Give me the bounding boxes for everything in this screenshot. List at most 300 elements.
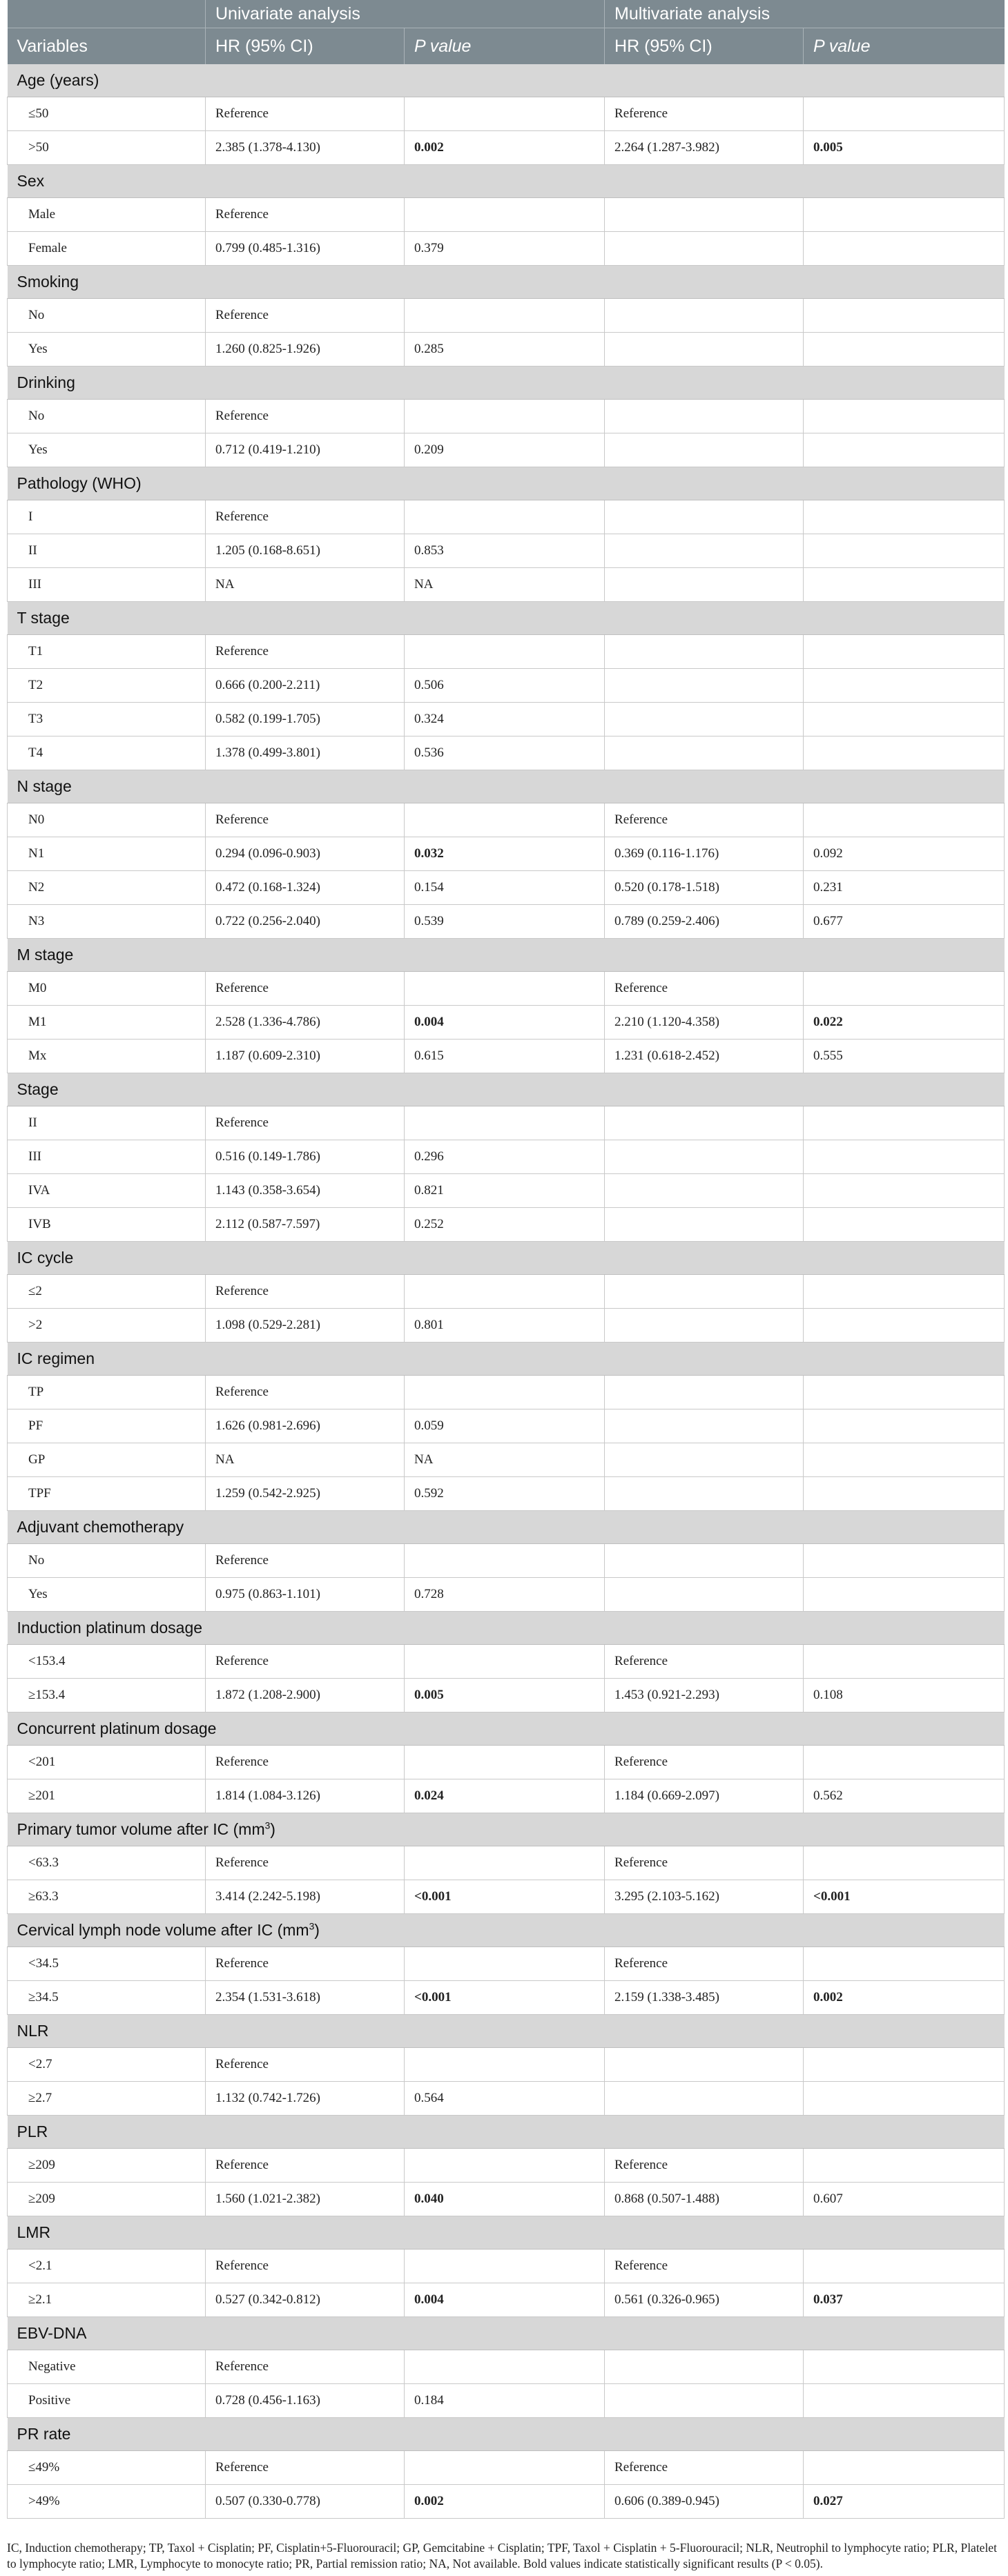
cell-multivariate-hr (605, 2350, 804, 2384)
cell-multivariate-hr (605, 1409, 804, 1443)
section-title-text: Cervical lymph node volume after IC (mm (17, 1921, 309, 1939)
cell-univariate-hr: 1.143 (0.358-3.654) (206, 1174, 405, 1208)
cell-univariate-p (405, 1275, 605, 1309)
cell-variable: Yes (8, 333, 206, 367)
cell-variable: Female (8, 232, 206, 266)
cell-variable: ≥201 (8, 1779, 206, 1813)
cell-univariate-hr: Reference (206, 635, 405, 669)
cell-multivariate-p (804, 736, 1005, 770)
cell-multivariate-p: 0.027 (804, 2485, 1005, 2519)
section-row (8, 2216, 1005, 2250)
section-title-superscript: 3 (309, 1921, 315, 1932)
cell-variable: Yes (8, 1578, 206, 1612)
table-row (8, 1443, 1005, 1477)
cell-multivariate-p: 0.677 (804, 905, 1005, 939)
section-row (8, 367, 1005, 400)
cell-univariate-hr: 1.187 (0.609-2.310) (206, 1040, 405, 1073)
cell-univariate-p (405, 1376, 605, 1409)
section-row (8, 1073, 1005, 1106)
section-title-text: LMR (17, 2223, 51, 2241)
cell-univariate-hr: Reference (206, 2350, 405, 2384)
cell-univariate-p (405, 500, 605, 534)
cell-univariate-p: NA (405, 1443, 605, 1477)
cell-variable: N2 (8, 871, 206, 905)
cell-variable: ≥209 (8, 2183, 206, 2216)
cell-multivariate-hr (605, 669, 804, 703)
cell-variable: ≥209 (8, 2149, 206, 2183)
section-title-text: Pathology (WHO) (17, 474, 142, 492)
cell-multivariate-hr (605, 1140, 804, 1174)
cell-univariate-p: 0.564 (405, 2082, 605, 2116)
cell-variable: ≤2 (8, 1275, 206, 1309)
cell-variable: Positive (8, 2384, 206, 2418)
table-row (8, 2149, 1005, 2183)
section-title-text: Smoking (17, 273, 79, 291)
section-title-text: Sex (17, 172, 45, 190)
section-row (8, 1713, 1005, 1746)
cell-univariate-hr: 0.722 (0.256-2.040) (206, 905, 405, 939)
cell-univariate-hr: NA (206, 1443, 405, 1477)
cell-multivariate-p (804, 534, 1005, 568)
table-row (8, 2384, 1005, 2418)
cell-variable: ≥63.3 (8, 1880, 206, 1914)
cell-univariate-p (405, 299, 605, 333)
cell-multivariate-hr: Reference (605, 2250, 804, 2283)
cell-univariate-hr: Reference (206, 1947, 405, 1981)
cell-univariate-p: 0.853 (405, 534, 605, 568)
cell-univariate-p (405, 2048, 605, 2082)
table-row (8, 534, 1005, 568)
cell-univariate-p: 0.184 (405, 2384, 605, 2418)
section-title (8, 602, 1005, 635)
cell-univariate-p (405, 1544, 605, 1578)
cell-univariate-hr: 1.872 (1.208-2.900) (206, 1679, 405, 1713)
table-row (8, 1477, 1005, 1511)
table-row (8, 2048, 1005, 2082)
section-row (8, 2317, 1005, 2350)
section-title-text: N stage (17, 777, 72, 795)
table-row (8, 1106, 1005, 1140)
cell-univariate-p: 0.005 (405, 1679, 605, 1713)
section-title-text: IC cycle (17, 1249, 74, 1267)
cell-univariate-hr: 0.527 (0.342-0.812) (206, 2283, 405, 2317)
cell-multivariate-p: 0.022 (804, 1006, 1005, 1040)
cell-multivariate-hr (605, 1477, 804, 1511)
section-title (8, 1511, 1005, 1544)
cell-multivariate-p (804, 1477, 1005, 1511)
cell-multivariate-hr (605, 1208, 804, 1242)
cell-variable: N0 (8, 803, 206, 837)
cell-multivariate-p (804, 1947, 1005, 1981)
cell-univariate-hr: 1.378 (0.499-3.801) (206, 736, 405, 770)
section-row (8, 64, 1005, 97)
section-title (8, 770, 1005, 803)
cell-univariate-p: 0.252 (405, 1208, 605, 1242)
cell-multivariate-p (804, 2451, 1005, 2485)
cell-univariate-p: 0.002 (405, 131, 605, 165)
cell-univariate-hr: 0.472 (0.168-1.324) (206, 871, 405, 905)
table-row (8, 635, 1005, 669)
cell-univariate-p (405, 198, 605, 232)
cell-multivariate-p (804, 2082, 1005, 2116)
table-row (8, 1880, 1005, 1914)
cell-multivariate-p (804, 299, 1005, 333)
cell-univariate-hr: Reference (206, 500, 405, 534)
section-title (8, 939, 1005, 972)
cell-univariate-hr: Reference (206, 97, 405, 131)
table-row (8, 1309, 1005, 1343)
cell-univariate-hr: Reference (206, 1645, 405, 1679)
section-title (8, 266, 1005, 299)
section-title (8, 2317, 1005, 2350)
cell-multivariate-p (804, 1746, 1005, 1779)
cell-multivariate-p (804, 2250, 1005, 2283)
table-row (8, 1140, 1005, 1174)
table-row (8, 1208, 1005, 1242)
cell-univariate-hr: 1.205 (0.168-8.651) (206, 534, 405, 568)
cell-multivariate-p: 0.555 (804, 1040, 1005, 1073)
table-row (8, 1779, 1005, 1813)
section-title-text: Adjuvant chemotherapy (17, 1518, 184, 1536)
cell-univariate-p: 0.154 (405, 871, 605, 905)
section-title (8, 165, 1005, 198)
table-row (8, 1947, 1005, 1981)
cell-univariate-p (405, 400, 605, 433)
cell-multivariate-hr: 3.295 (2.103-5.162) (605, 1880, 804, 1914)
cell-variable: IVB (8, 1208, 206, 1242)
section-title-text: Stage (17, 1080, 59, 1098)
section-title (8, 467, 1005, 500)
section-title (8, 2116, 1005, 2149)
cell-variable: <2.7 (8, 2048, 206, 2082)
cell-multivariate-p (804, 2384, 1005, 2418)
cell-univariate-p: <0.001 (405, 1880, 605, 1914)
table-row (8, 500, 1005, 534)
cell-multivariate-hr (605, 433, 804, 467)
cell-univariate-p: 0.379 (405, 232, 605, 266)
table-row (8, 568, 1005, 602)
section-row (8, 1813, 1005, 1846)
section-title-close: ) (270, 1820, 275, 1838)
cell-univariate-hr: 0.799 (0.485-1.316) (206, 232, 405, 266)
cell-multivariate-hr (605, 703, 804, 736)
cell-univariate-p (405, 1746, 605, 1779)
header-variables: Variables (8, 28, 206, 65)
cell-multivariate-hr: 0.561 (0.326-0.965) (605, 2283, 804, 2317)
table-row (8, 736, 1005, 770)
cell-variable: >50 (8, 131, 206, 165)
table-row (8, 1846, 1005, 1880)
cell-univariate-p: 0.024 (405, 1779, 605, 1813)
cell-multivariate-p (804, 1208, 1005, 1242)
cell-variable: ≤50 (8, 97, 206, 131)
cell-multivariate-hr (605, 1376, 804, 1409)
header-univariate-p (405, 28, 605, 65)
cell-multivariate-hr (605, 1275, 804, 1309)
cell-multivariate-hr (605, 299, 804, 333)
section-title-text: Primary tumor volume after IC (mm (17, 1820, 265, 1838)
table-row (8, 1645, 1005, 1679)
cell-multivariate-p (804, 1409, 1005, 1443)
cell-multivariate-p (804, 1578, 1005, 1612)
cell-multivariate-hr: 2.210 (1.120-4.358) (605, 1006, 804, 1040)
cell-multivariate-p (804, 1275, 1005, 1309)
cell-univariate-hr: 0.507 (0.330-0.778) (206, 2485, 405, 2519)
cell-multivariate-p (804, 1645, 1005, 1679)
table-row (8, 2183, 1005, 2216)
cell-univariate-p (405, 1846, 605, 1880)
cell-multivariate-hr (605, 232, 804, 266)
cell-variable: II (8, 534, 206, 568)
table-row (8, 1376, 1005, 1409)
cell-multivariate-hr: 2.264 (1.287-3.982) (605, 131, 804, 165)
table-row (8, 1409, 1005, 1443)
cell-multivariate-hr: 1.231 (0.618-2.452) (605, 1040, 804, 1073)
cell-multivariate-p (804, 2350, 1005, 2384)
cell-multivariate-hr (605, 500, 804, 534)
cell-multivariate-hr (605, 1544, 804, 1578)
section-title-text: NLR (17, 2022, 49, 2040)
cell-variable: I (8, 500, 206, 534)
cell-multivariate-hr: Reference (605, 1746, 804, 1779)
cell-multivariate-hr: Reference (605, 2451, 804, 2485)
cell-variable: II (8, 1106, 206, 1140)
cell-univariate-hr: Reference (206, 1544, 405, 1578)
section-title-text: Concurrent platinum dosage (17, 1719, 217, 1737)
header-blank (8, 0, 206, 28)
cell-variable: M1 (8, 1006, 206, 1040)
cell-multivariate-hr (605, 534, 804, 568)
cell-multivariate-p (804, 1106, 1005, 1140)
cell-variable: III (8, 568, 206, 602)
cell-univariate-hr: Reference (206, 1746, 405, 1779)
section-row (8, 939, 1005, 972)
table-header (8, 0, 1005, 64)
cell-univariate-p: 0.615 (405, 1040, 605, 1073)
cell-univariate-hr: Reference (206, 2048, 405, 2082)
cell-multivariate-hr (605, 198, 804, 232)
cell-univariate-p (405, 1106, 605, 1140)
cell-multivariate-p (804, 803, 1005, 837)
section-title (8, 367, 1005, 400)
cell-univariate-hr: 0.666 (0.200-2.211) (206, 669, 405, 703)
cell-univariate-p: 0.801 (405, 1309, 605, 1343)
cell-multivariate-hr (605, 2082, 804, 2116)
cell-univariate-p: 0.821 (405, 1174, 605, 1208)
section-row (8, 1343, 1005, 1376)
section-title (8, 1713, 1005, 1746)
table-row (8, 1981, 1005, 2015)
table-row (8, 803, 1005, 837)
cell-multivariate-hr (605, 635, 804, 669)
table-row (8, 1040, 1005, 1073)
cell-univariate-hr: Reference (206, 2149, 405, 2183)
cell-univariate-hr: 0.294 (0.096-0.903) (206, 837, 405, 871)
cell-multivariate-p (804, 97, 1005, 131)
cell-univariate-p: 0.209 (405, 433, 605, 467)
cell-univariate-p: <0.001 (405, 1981, 605, 2015)
cell-variable: PF (8, 1409, 206, 1443)
cell-multivariate-p: 0.037 (804, 2283, 1005, 2317)
table-row (8, 1679, 1005, 1713)
table-row (8, 2250, 1005, 2283)
cell-univariate-hr: 1.626 (0.981-2.696) (206, 1409, 405, 1443)
cell-multivariate-p (804, 1140, 1005, 1174)
table-row (8, 1006, 1005, 1040)
cell-multivariate-p (804, 972, 1005, 1006)
cell-multivariate-hr: 0.789 (0.259-2.406) (605, 905, 804, 939)
table-row (8, 433, 1005, 467)
cell-multivariate-hr (605, 1443, 804, 1477)
cell-variable: ≥2.1 (8, 2283, 206, 2317)
table-row (8, 2451, 1005, 2485)
cell-multivariate-hr: Reference (605, 1846, 804, 1880)
section-row (8, 1511, 1005, 1544)
cell-variable: Mx (8, 1040, 206, 1073)
cell-univariate-hr: 1.260 (0.825-1.926) (206, 333, 405, 367)
cell-variable: T4 (8, 736, 206, 770)
cell-multivariate-p (804, 568, 1005, 602)
table-row (8, 97, 1005, 131)
cell-variable: >2 (8, 1309, 206, 1343)
section-title-text: Drinking (17, 373, 75, 391)
cell-variable: Yes (8, 433, 206, 467)
cell-univariate-p: 0.728 (405, 1578, 605, 1612)
cell-variable: N1 (8, 837, 206, 871)
section-title (8, 1073, 1005, 1106)
table-row (8, 837, 1005, 871)
cell-univariate-p (405, 1947, 605, 1981)
cell-variable: T2 (8, 669, 206, 703)
cell-variable: >49% (8, 2485, 206, 2519)
section-row (8, 2418, 1005, 2451)
section-title-text: T stage (17, 609, 70, 627)
cell-univariate-p: 0.004 (405, 2283, 605, 2317)
section-row (8, 602, 1005, 635)
cell-univariate-p: 0.002 (405, 2485, 605, 2519)
table-row (8, 400, 1005, 433)
header-p-label: P value (414, 36, 472, 56)
cell-univariate-p: 0.506 (405, 669, 605, 703)
cell-multivariate-hr (605, 568, 804, 602)
cell-univariate-hr: 0.975 (0.863-1.101) (206, 1578, 405, 1612)
cell-variable: <63.3 (8, 1846, 206, 1880)
section-row (8, 2116, 1005, 2149)
cell-multivariate-p (804, 1309, 1005, 1343)
cell-multivariate-p (804, 198, 1005, 232)
cell-univariate-hr: Reference (206, 198, 405, 232)
section-row (8, 770, 1005, 803)
cell-multivariate-p: 0.092 (804, 837, 1005, 871)
table-row (8, 232, 1005, 266)
cell-variable: ≥2.7 (8, 2082, 206, 2116)
cell-univariate-p (405, 635, 605, 669)
cell-multivariate-p (804, 433, 1005, 467)
cell-multivariate-p: 0.231 (804, 871, 1005, 905)
table-row (8, 131, 1005, 165)
cell-multivariate-hr: 1.453 (0.921-2.293) (605, 1679, 804, 1713)
section-row (8, 266, 1005, 299)
cell-variable: No (8, 1544, 206, 1578)
header-univariate: Univariate analysis (206, 0, 605, 28)
table-row (8, 2082, 1005, 2116)
cell-variable: Negative (8, 2350, 206, 2384)
table-row (8, 299, 1005, 333)
cell-variable: ≥153.4 (8, 1679, 206, 1713)
section-title (8, 1343, 1005, 1376)
section-title-superscript: 3 (264, 1820, 271, 1831)
table-row (8, 1275, 1005, 1309)
cell-multivariate-p: 0.002 (804, 1981, 1005, 2015)
cell-univariate-hr: Reference (206, 1275, 405, 1309)
cell-variable: <153.4 (8, 1645, 206, 1679)
section-title-close: ) (314, 1921, 320, 1939)
cell-univariate-hr: Reference (206, 1106, 405, 1140)
section-row (8, 1914, 1005, 1947)
cell-multivariate-hr (605, 400, 804, 433)
cell-multivariate-hr (605, 1309, 804, 1343)
section-title (8, 1612, 1005, 1645)
cell-multivariate-hr: Reference (605, 1645, 804, 1679)
cell-univariate-p: 0.324 (405, 703, 605, 736)
cell-variable: <34.5 (8, 1947, 206, 1981)
table-row (8, 1174, 1005, 1208)
section-row (8, 2015, 1005, 2048)
cell-univariate-p (405, 2149, 605, 2183)
cell-univariate-hr: Reference (206, 1846, 405, 1880)
cell-variable: <2.1 (8, 2250, 206, 2283)
cell-univariate-hr: Reference (206, 400, 405, 433)
cell-univariate-p: 0.004 (405, 1006, 605, 1040)
cell-multivariate-hr: 0.606 (0.389-0.945) (605, 2485, 804, 2519)
table-row (8, 333, 1005, 367)
cell-variable: T1 (8, 635, 206, 669)
cell-variable: Male (8, 198, 206, 232)
cell-univariate-hr: 1.132 (0.742-1.726) (206, 2082, 405, 2116)
section-row (8, 467, 1005, 500)
cell-multivariate-hr (605, 333, 804, 367)
table-container (7, 0, 1004, 2519)
cell-univariate-p: 0.040 (405, 2183, 605, 2216)
table-body (8, 64, 1005, 2519)
cell-multivariate-p (804, 1174, 1005, 1208)
table-row (8, 2283, 1005, 2317)
table-row (8, 1544, 1005, 1578)
cell-variable: N3 (8, 905, 206, 939)
cell-multivariate-p (804, 400, 1005, 433)
cell-univariate-p: 0.032 (405, 837, 605, 871)
cell-multivariate-hr: Reference (605, 97, 804, 131)
cell-univariate-hr: Reference (206, 2451, 405, 2485)
cell-variable: ≥34.5 (8, 1981, 206, 2015)
cell-univariate-hr: 1.259 (0.542-2.925) (206, 1477, 405, 1511)
cell-multivariate-p: <0.001 (804, 1880, 1005, 1914)
cell-variable: TPF (8, 1477, 206, 1511)
section-title (8, 2418, 1005, 2451)
header-univariate-hr: HR (95% CI) (206, 28, 405, 65)
cell-multivariate-hr: 1.184 (0.669-2.097) (605, 1779, 804, 1813)
cell-variable: ≤49% (8, 2451, 206, 2485)
cell-multivariate-hr: 0.369 (0.116-1.176) (605, 837, 804, 871)
cell-univariate-p (405, 803, 605, 837)
cell-univariate-p (405, 2350, 605, 2384)
table-row (8, 1746, 1005, 1779)
section-row (8, 1612, 1005, 1645)
cell-multivariate-hr: Reference (605, 2149, 804, 2183)
cell-multivariate-p (804, 1544, 1005, 1578)
section-title (8, 64, 1005, 97)
cell-univariate-p (405, 2250, 605, 2283)
